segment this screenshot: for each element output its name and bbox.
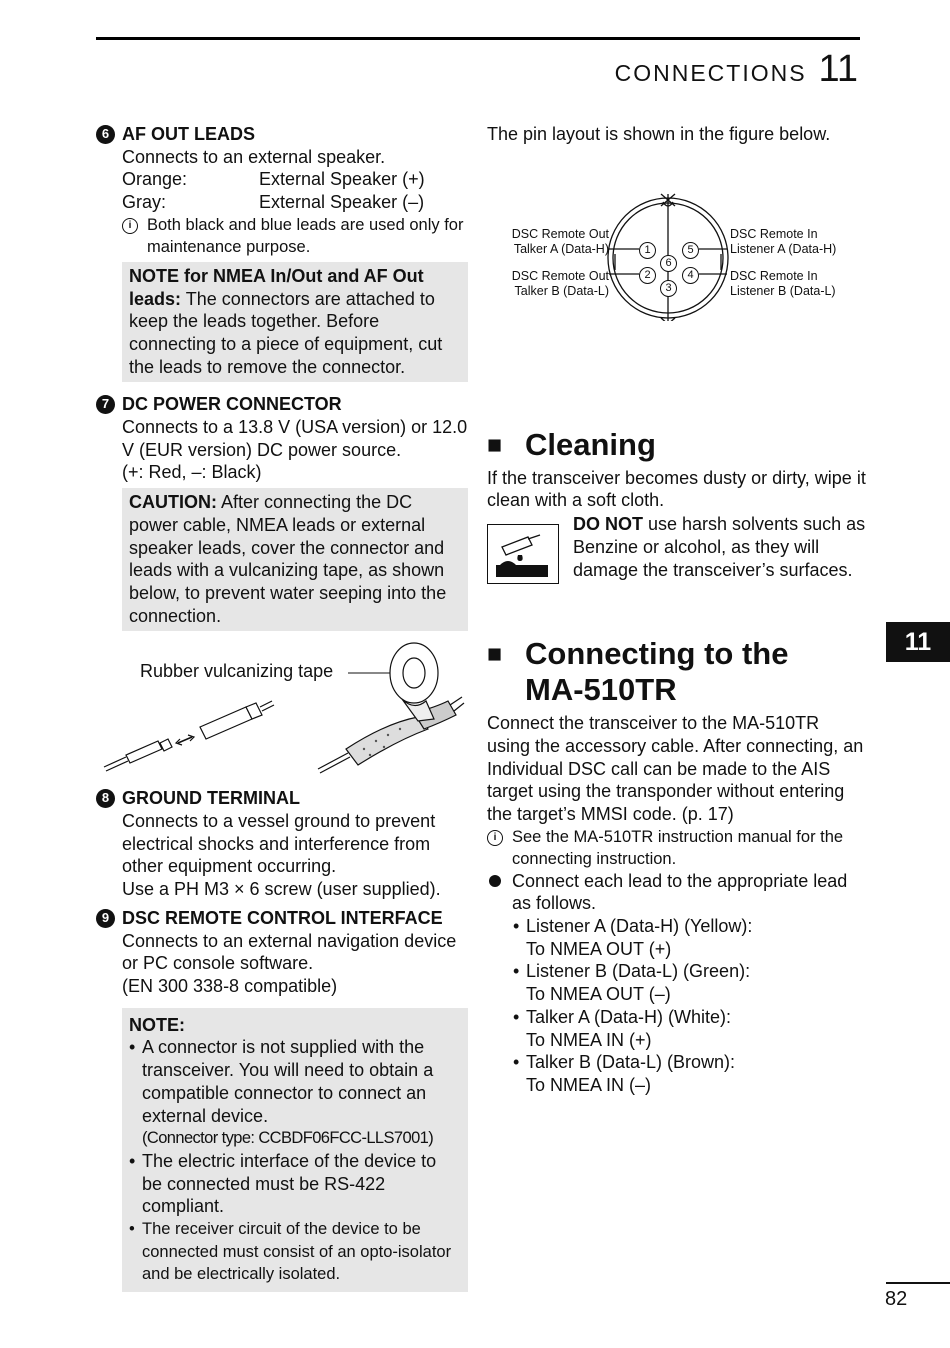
ground-desc: Connects to a vessel ground to prevent electrical shocks and interference from other equipment occurring. — [122, 811, 436, 877]
section-marker: ■ — [487, 640, 503, 669]
pin-6: 6 — [660, 255, 677, 272]
dsc-note-box — [122, 1008, 468, 1292]
ma510tr-heading — [487, 636, 867, 708]
pin-label-talker-b: DSC Remote Out Talker B (Data-L) — [511, 268, 609, 299]
item-number-badge: 7 — [96, 395, 115, 414]
lead-row-orange — [96, 168, 468, 191]
nmea-note-box — [122, 262, 468, 383]
dc-power-title: DC POWER CONNECTOR — [122, 394, 342, 415]
dc-power-polarity: (+: Red, –: Black) — [122, 462, 262, 483]
pin-4: 4 — [682, 267, 699, 284]
dc-power-section — [96, 393, 468, 781]
item-number-badge: 9 — [96, 909, 115, 928]
chapter-side-tab: 11 — [886, 622, 950, 662]
item-number-badge: 8 — [96, 789, 115, 808]
pin-label-talker-a: DSC Remote Out Talker A (Data-H) — [511, 226, 609, 257]
af-out-heading — [96, 123, 468, 146]
bullet-text: Connect each lead to the appropriate lead as follows. — [512, 870, 848, 914]
af-out-title: AF OUT LEADS — [122, 124, 255, 144]
ma510tr-bullet — [487, 870, 867, 915]
lead-function: External Speaker (–) — [259, 192, 425, 213]
page-number: 82 — [885, 1288, 908, 1310]
ma510tr-para: Connect the transceiver to the MA-510TR using the accessory cable. After connecting, an Individual DSC call can be made to the AIS target using the transponder without entering the target’s MMSI code. (p. 17) — [487, 713, 864, 824]
dsc-remote-compat: (EN 300 338-8 compatible) — [122, 975, 338, 996]
info-icon: i — [487, 830, 503, 846]
lead-item: • Talker B (Data-L) (Brown): To NMEA IN (–) — [513, 1052, 736, 1095]
caution-text: After connecting the DC power cable, NMEA leads or external speaker leads, cover the connector and leads with a vulcanizing tape, as shown below, to prevent water seeping into the connection. — [129, 492, 447, 626]
note-label: NOTE: — [129, 1014, 185, 1035]
left-column — [96, 123, 468, 1292]
note-bullet: • The receiver circuit of the device to be connected must consist of an opto-isolator and be electrically isolated. — [129, 1218, 461, 1286]
af-out-desc: Connects to an external speaker. — [122, 146, 386, 167]
page-header — [615, 48, 858, 91]
section-title: Cleaning — [525, 426, 656, 462]
chapter-number: 11 — [818, 48, 858, 90]
connector-diagram — [487, 146, 867, 321]
ground-screw: Use a PH M3 × 6 screw (user supplied). — [122, 879, 441, 900]
note-text: The connectors are attached to keep the leads together. Before connecting to a piece of equipment, cut the leads to remove the connector. — [129, 288, 443, 377]
pin-layout-figure — [487, 146, 867, 321]
no-solvent-icon — [487, 524, 559, 584]
dsc-remote-title: DSC REMOTE CONTROL INTERFACE — [122, 907, 443, 928]
lead-function: External Speaker (+) — [259, 169, 425, 190]
lead-item: • Listener A (Data-H) (Yellow): To NMEA OUT (+) — [513, 916, 753, 959]
footer-rule — [886, 1282, 950, 1284]
bullet-text: The electric interface of the device to be connected must be RS-422 compliant. — [142, 1150, 437, 1217]
warning-label: DO NOT — [573, 514, 643, 535]
pin-label-listener-a: DSC Remote In Listener A (Data-H) — [730, 226, 837, 257]
note-bullet: • A connector is not supplied with the transceiver. You will need to obtain a compatible connector to connect an external device. (Connector type: CCBDF06FCC-LLS7001) — [129, 1036, 461, 1150]
section-marker: ■ — [487, 430, 503, 459]
section-title: Connecting to the — [525, 636, 789, 672]
ground-section — [96, 787, 468, 901]
tape-label: Rubber vulcanizing tape — [140, 661, 334, 682]
ma510tr-section — [487, 636, 867, 1097]
af-out-info — [96, 214, 468, 258]
ma510tr-info — [487, 826, 867, 870]
warning-text: DO NOT use harsh solvents such as Benzine or alcohol, as they will damage the transceiver’s surfaces. — [573, 514, 866, 580]
pin-5: 5 — [682, 242, 699, 259]
pin-3: 3 — [660, 280, 677, 297]
pin-1: 1 — [639, 242, 656, 259]
cleaning-heading — [487, 427, 867, 463]
bullet-dot — [489, 875, 501, 887]
ground-heading — [96, 787, 468, 810]
lead-item: • Talker A (Data-H) (White): To NMEA IN (+) — [513, 1006, 732, 1050]
ground-title: GROUND TERMINAL — [122, 788, 300, 809]
section-title-line2: MA-510TR — [525, 672, 677, 708]
info-text: See the MA-510TR instruction manual for the connecting instruction. — [512, 827, 844, 868]
pin-intro: The pin layout is shown in the figure below. — [487, 124, 831, 144]
caution-box — [122, 488, 468, 631]
bullet-text: The receiver circuit of the device to be connected must consist of an opto-isolator and be electrically isolated. — [142, 1220, 452, 1284]
lead-item: • Listener B (Data-L) (Green): To NMEA OUT (–) — [513, 961, 751, 1005]
connector-type: (Connector type: CCBDF06FCC-LLS7001) — [142, 1129, 434, 1148]
cleaning-warning — [487, 513, 867, 584]
dc-power-desc: Connects to a 13.8 V (USA version) or 12.0 V (EUR version) DC power source. — [122, 417, 468, 460]
pin-2: 2 — [639, 267, 656, 284]
lead-row-gray — [96, 191, 468, 214]
dc-power-heading — [96, 393, 468, 416]
item-number-badge: 6 — [96, 125, 115, 144]
dsc-remote-desc: Connects to an external navigation device or PC console software. — [122, 930, 457, 974]
cleaning-para: If the transceiver becomes dusty or dirty, wipe it clean with a soft cloth. — [487, 467, 866, 511]
top-rule — [96, 37, 860, 40]
note-bullet: • The electric interface of the device to be connected must be RS-422 compliant. — [129, 1150, 461, 1218]
lead-color: Gray: — [122, 192, 167, 213]
bullet-text: A connector is not supplied with the transceiver. You will need to obtain a compatible connector to connect an external device. — [142, 1037, 434, 1126]
vulcanizing-tape-figure — [96, 631, 468, 781]
caution-label: CAUTION: — [129, 492, 217, 513]
dsc-remote-heading — [96, 907, 468, 930]
chapter-title: CONNECTIONS — [614, 60, 807, 86]
tape-illustration — [96, 631, 468, 781]
right-column — [487, 123, 867, 1097]
af-out-section — [96, 123, 468, 382]
dsc-remote-section — [96, 907, 468, 1292]
cleaning-section — [487, 427, 867, 584]
pin-label-listener-b: DSC Remote In Listener B (Data-L) — [730, 268, 836, 299]
lead-color: Orange: — [122, 169, 188, 190]
info-text: Both black and blue leads are used only for maintenance purpose. — [147, 215, 464, 256]
info-icon: i — [122, 218, 138, 234]
note-label: NOTE for NMEA In/Out and AF Out leads: — [129, 265, 424, 309]
